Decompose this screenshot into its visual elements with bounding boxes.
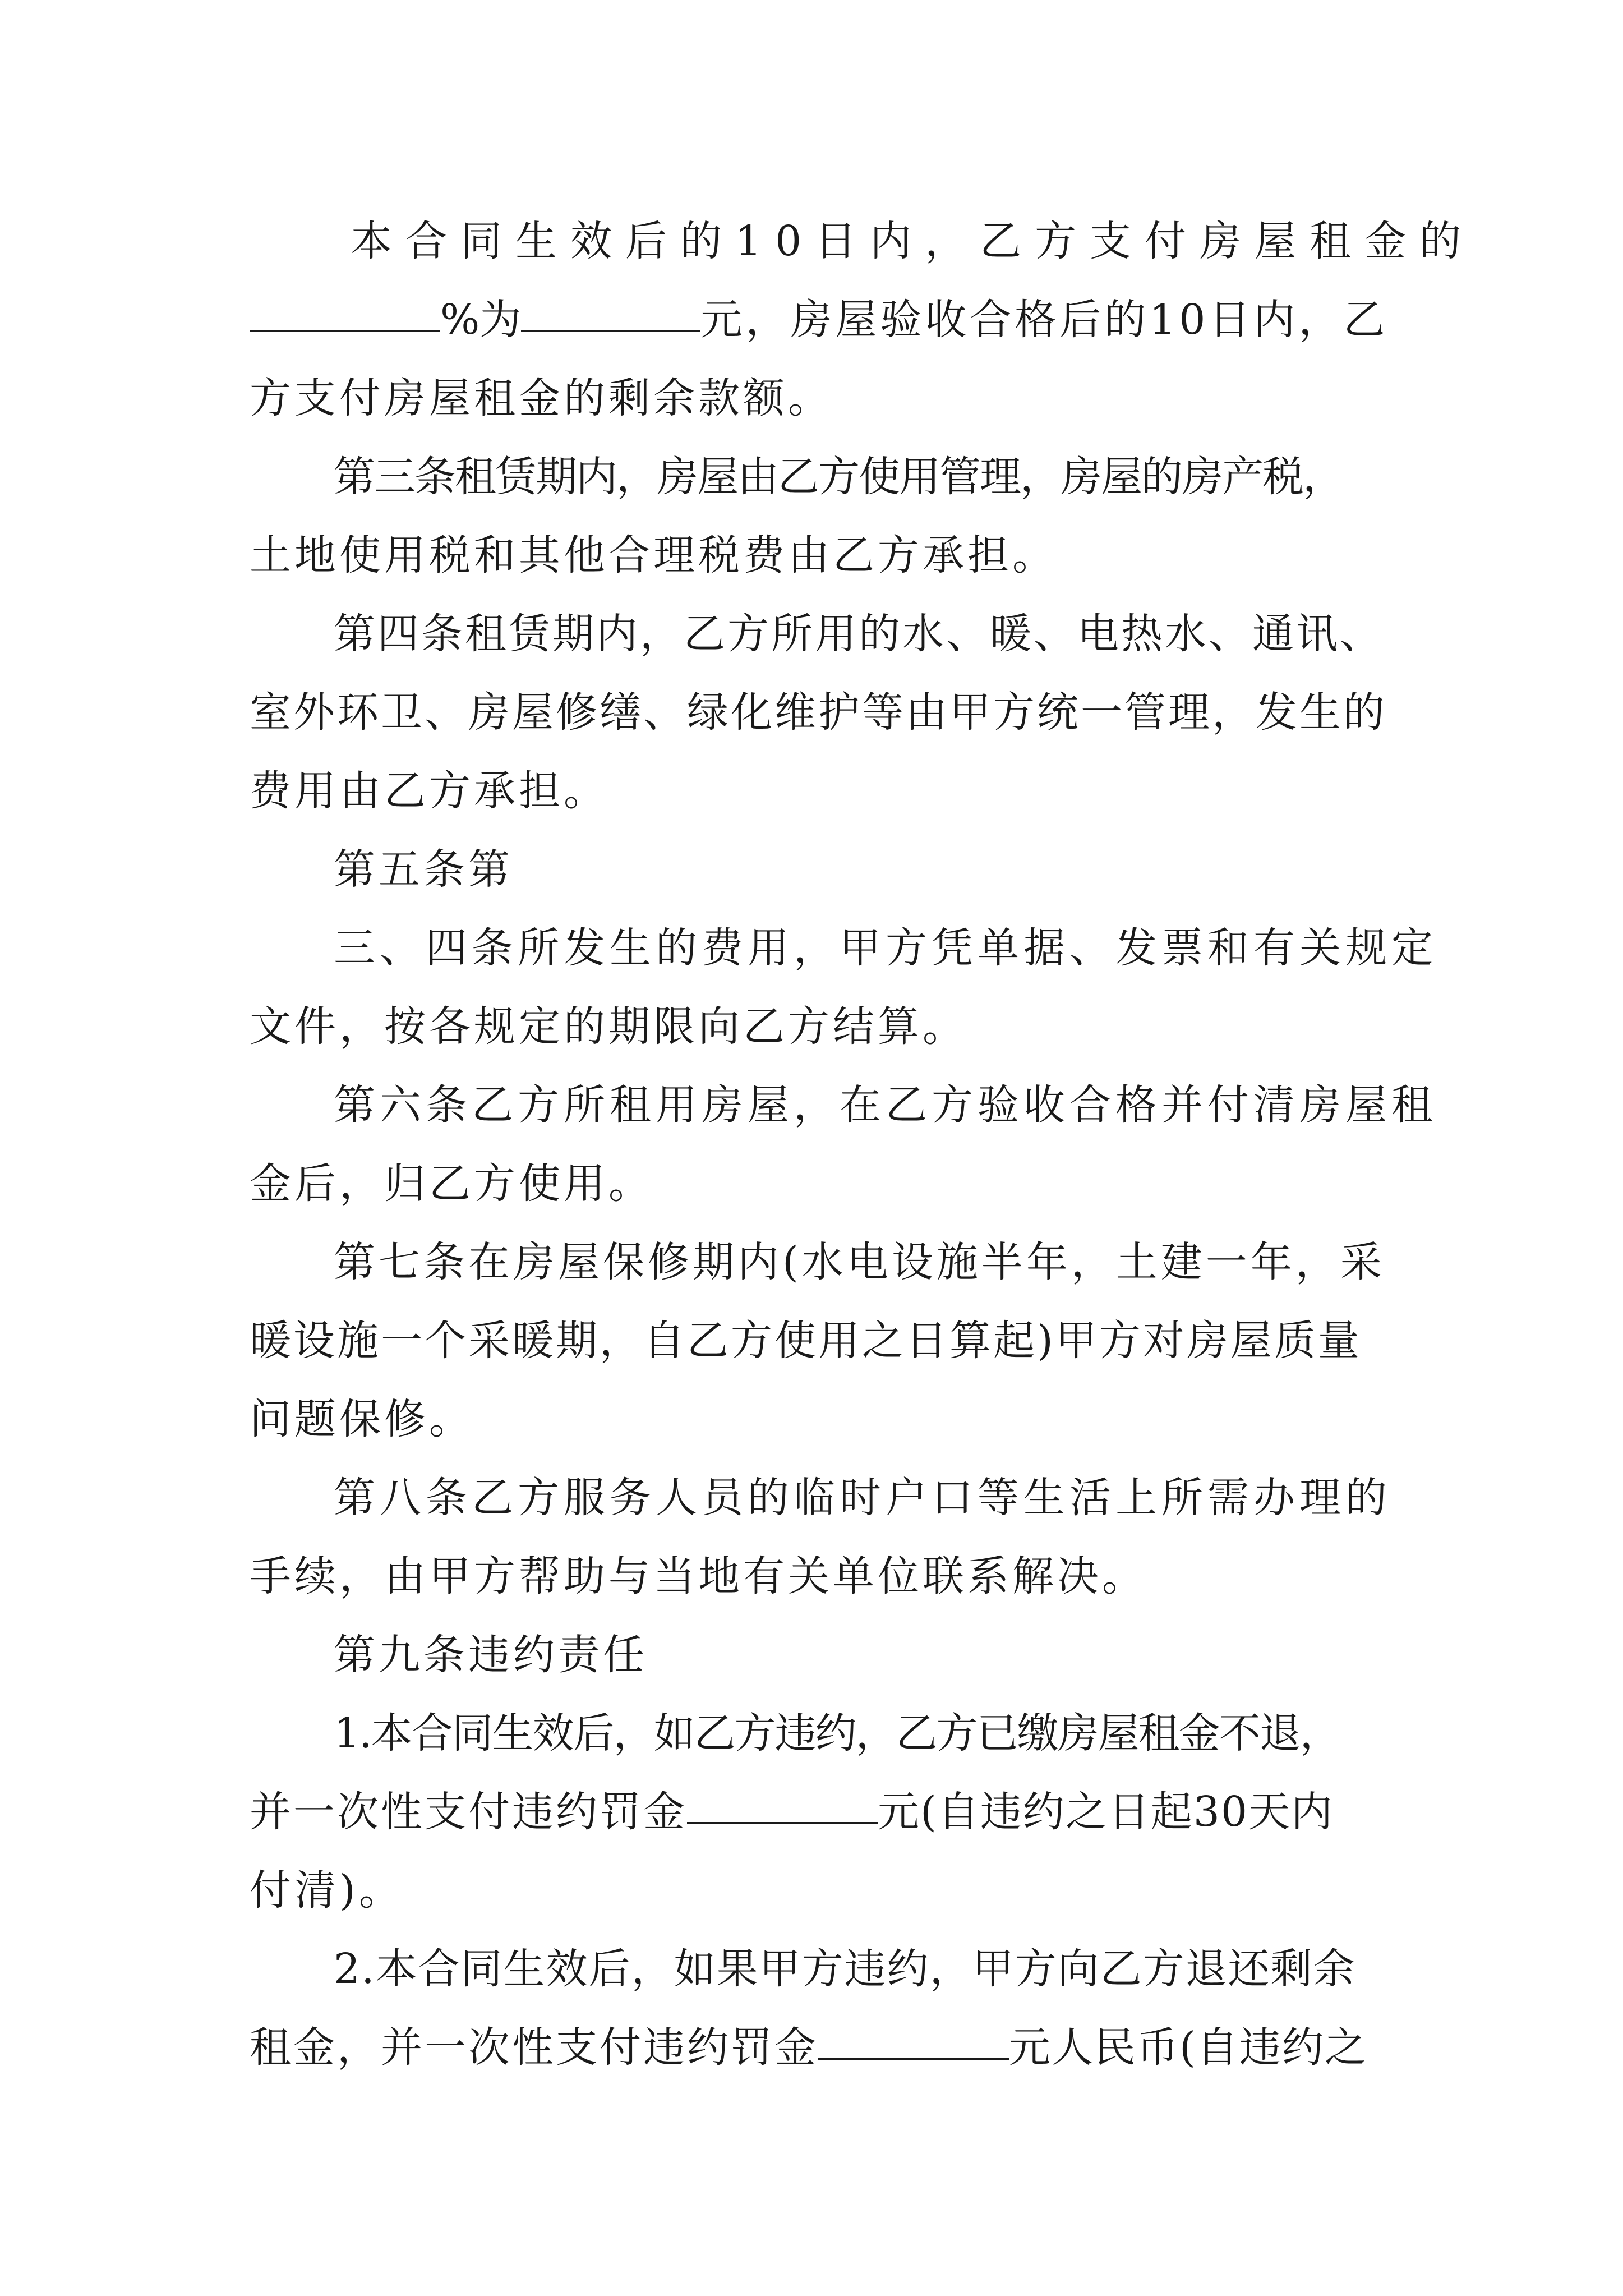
text-line bbox=[250, 1301, 1362, 1380]
line-text: %为 bbox=[440, 296, 522, 344]
line-text: 元人民币(自违约之 bbox=[1009, 2023, 1367, 2072]
text-line bbox=[250, 830, 513, 909]
text-line bbox=[250, 595, 1384, 673]
line-text: 土地使用税和其他合理税费由乙方承担。 bbox=[250, 531, 1057, 579]
line-text: 元，房屋验收合格后的10日内，乙 bbox=[700, 296, 1389, 344]
line-text: 第七条在房屋保修期内(水电设施半年，土建一年，采 bbox=[334, 1238, 1385, 1286]
line-text: 第六条乙方所租用房屋，在乙方验收合格并付清房屋租 bbox=[334, 1081, 1437, 1129]
line-text: 本合同生效后的10日内，乙方支付房屋租金的 bbox=[351, 217, 1475, 265]
text-line bbox=[250, 2008, 1367, 2087]
text-line bbox=[250, 1223, 1385, 1301]
line-text: 三、四条所发生的费用，甲方凭单据、发票和有关规定 bbox=[334, 924, 1437, 972]
fill-blank bbox=[250, 280, 440, 332]
line-text: 费用由乙方承担。 bbox=[250, 767, 608, 815]
line-text: 金后，归乙方使用。 bbox=[250, 1159, 653, 1208]
line-text: 1.本合同生效后，如乙方违约，乙方已缴房屋租金不退， bbox=[334, 1709, 1340, 1757]
line-text: 室外环卫、房屋修缮、绿化维护等由甲方统一管理，发生的 bbox=[250, 688, 1387, 737]
text-line bbox=[250, 1930, 1356, 2008]
text-line bbox=[250, 1851, 404, 1930]
line-text: 第三条租赁期内，房屋由乙方使用管理，房屋的房产税， bbox=[334, 453, 1343, 501]
line-text: 暖设施一个采暖期，自乙方使用之日算起)甲方对房屋质量 bbox=[250, 1317, 1362, 1365]
fill-blank bbox=[818, 2008, 1009, 2060]
line-text: 并一次性支付违约罚金 bbox=[250, 1788, 687, 1836]
text-line bbox=[250, 1773, 1334, 1851]
text-line bbox=[250, 673, 1387, 752]
line-text: 问题保修。 bbox=[250, 1395, 474, 1443]
line-text: 手续，由甲方帮助与当地有关单位联系解决。 bbox=[250, 1552, 1147, 1600]
text-line bbox=[250, 359, 833, 438]
text-line bbox=[250, 1458, 1391, 1537]
text-line bbox=[250, 1380, 474, 1458]
text-line bbox=[250, 1616, 648, 1694]
text-line bbox=[250, 1694, 1340, 1773]
line-text: 方支付房屋租金的剩余款额。 bbox=[250, 374, 833, 422]
line-text: 2.本合同生效后，如果甲方违约，甲方向乙方退还剩余 bbox=[334, 1945, 1356, 1993]
text-line bbox=[250, 438, 1343, 516]
text-line bbox=[250, 280, 1389, 359]
fill-blank bbox=[521, 280, 700, 332]
text-line bbox=[250, 516, 1057, 595]
line-text: 付清)。 bbox=[250, 1866, 404, 1915]
line-text: 第五条第 bbox=[334, 845, 513, 894]
text-line bbox=[250, 1066, 1437, 1144]
fill-blank bbox=[687, 1773, 878, 1824]
line-text: 第八条乙方服务人员的临时户口等生活上所需办理的 bbox=[334, 1474, 1391, 1522]
line-text: 元(自违约之日起30天内 bbox=[878, 1788, 1334, 1836]
line-text: 文件，按各规定的期限向乙方结算。 bbox=[250, 1002, 967, 1051]
text-line bbox=[250, 1144, 653, 1223]
text-line bbox=[250, 202, 1475, 280]
text-line bbox=[250, 987, 967, 1066]
line-text: 第四条租赁期内，乙方所用的水、暖、电热水、通讯、 bbox=[334, 610, 1384, 658]
text-line bbox=[250, 752, 608, 830]
line-text: 第九条违约责任 bbox=[334, 1631, 648, 1679]
line-text: 租金，并一次性支付违约罚金 bbox=[250, 2023, 818, 2072]
text-line bbox=[250, 1537, 1147, 1616]
text-line bbox=[250, 909, 1437, 987]
